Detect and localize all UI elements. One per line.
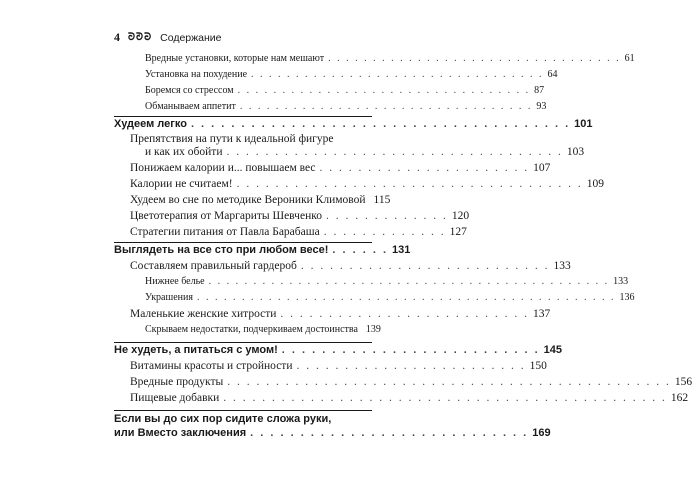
toc-entry-title: Калории не считаем!: [130, 178, 233, 190]
toc-entry: [145, 101, 547, 112]
toc-leader: . . . . . . . . . . . . . . . . . . . . . . . .: [296, 360, 526, 372]
toc-entry: [145, 276, 629, 287]
toc-entry-page: 61: [624, 53, 635, 64]
toc-entry: [145, 292, 635, 303]
toc-entry-page: 150: [529, 360, 547, 372]
toc-entry-title: Обманываем аппетит: [145, 101, 236, 112]
toc-entry-page: 156: [674, 376, 692, 388]
toc-section-page: 131: [392, 244, 411, 256]
toc-section-page: 145: [543, 344, 563, 356]
toc-section-page: 169: [532, 427, 551, 439]
toc-entry: [130, 210, 470, 222]
toc-entry-page: 137: [533, 308, 551, 320]
toc-entry-title: Составляем правильный гардероб: [130, 260, 297, 272]
toc-entry: [130, 376, 692, 388]
toc-entry-title: Боремся со стрессом: [145, 85, 234, 96]
toc-entry-title: Витамины красоты и стройности: [130, 360, 293, 372]
toc-leader: . . . . . . . . . . . . . . . . . . . . . . . . . . . . . . . . .: [328, 53, 621, 64]
toc-section: [114, 344, 563, 356]
toc-entry-page: 139: [365, 324, 381, 335]
toc-entry: [145, 324, 381, 335]
toc-entry-page: 64: [547, 69, 558, 80]
toc-leader: . . . . . . . . . . . . . . . . . . . . . . . . . .: [281, 344, 540, 356]
toc-leader: . . . . . . . . . . . . . . . . . . . . . . . . . . . . . . . . .: [251, 69, 544, 80]
toc-entry-title: Стратегии питания от Павла Барабаша: [130, 226, 320, 238]
toc-entry-title: Худеем во сне по методике Вероники Климовой: [130, 194, 366, 206]
toc-section: [114, 244, 411, 256]
toc-entry-page: 115: [373, 194, 391, 206]
toc-entry-page: 127: [449, 226, 467, 238]
toc-entry-page: 87: [534, 85, 545, 96]
toc-entry-title: Цветотерапия от Маргариты Шевченко: [130, 210, 322, 222]
toc-entry-page: 103: [566, 146, 585, 158]
toc-entry: [145, 53, 635, 64]
toc-leader: . . . . . . . . . . . . . . . . . . . . . . . . . . . . . . . . . . . . . .: [190, 118, 571, 130]
toc-section-page: 101: [574, 118, 593, 130]
toc-section-title-line1: Если вы до сих пор сидите сложа руки,: [114, 413, 332, 425]
ornament-icon: ᘐᘑᘒ: [128, 32, 153, 43]
toc-leader: . . . . . . . . . . . . . . . . . . . . . .: [319, 162, 530, 174]
toc-section-title-line2: или Вместо заключения: [114, 427, 247, 439]
toc-entry-line1: Препятствия на пути к идеальной фигуре: [130, 133, 334, 145]
toc-leader: . . . . . .: [332, 244, 389, 256]
toc-entry-title: Нижнее белье: [145, 276, 205, 287]
toc-entry: [130, 226, 467, 238]
toc-leader: . . . . . . . . . . . . . . . . . . . . . . . . . .: [300, 260, 550, 272]
toc-entry: [130, 260, 571, 272]
toc-section-title: Не худеть, а питаться с умом!: [114, 344, 278, 356]
toc-entry-title: Понижаем калории и... повышаем вес: [130, 162, 316, 174]
toc-entry-title: Украшения: [145, 292, 193, 303]
toc-leader: . . . . . . . . . . . . . . . . . . . . . . . . . . . . . . . . . . . . . . . . . . . . . .: [227, 376, 671, 388]
section-rule: [114, 342, 372, 343]
toc-entry-title: Вредные продукты: [130, 376, 224, 388]
toc-entry-page: 136: [619, 292, 635, 303]
toc-entry: [130, 162, 551, 174]
toc-section-title: Выглядеть на все сто при любом весе!: [114, 244, 329, 256]
toc-section-title: Худеем легко: [114, 118, 187, 130]
toc-entry: [130, 178, 604, 190]
toc-entry: [145, 146, 585, 158]
toc-entry-page: 109: [586, 178, 604, 190]
toc-entry: [130, 194, 391, 206]
toc-entry-title: и как их обойти: [145, 146, 223, 158]
toc-leader: . . . . . . . . . . . . . . . . . . . . . . . . . . . . . . . . .: [239, 101, 533, 112]
toc-entry: [130, 392, 689, 404]
toc-leader: . . . . . . . . . . . . .: [323, 226, 446, 238]
toc-entry-page: 93: [536, 101, 547, 112]
page-number: 4: [114, 30, 120, 44]
toc-leader: . . . . . . . . . . . . . . . . . . . . . . . . . . . . . . . . . . . . . . . . . . . . . . .: [196, 292, 616, 303]
toc-entry-page: 107: [533, 162, 551, 174]
toc-leader: . . . . . . . . . . . . .: [325, 210, 448, 222]
toc-section: [114, 118, 593, 130]
toc-leader: . . . . . . . . . . . . . . . . . . . . . . . . . . . . . . . . . . . . . . . . . . . . .: [208, 276, 610, 287]
toc-entry-page: 120: [451, 210, 470, 222]
toc-entry-page: 162: [670, 392, 689, 404]
toc-entry: [145, 85, 545, 96]
toc-leader: . . . . . . . . . . . . . . . . . . . . . . . . . .: [280, 308, 530, 320]
toc-entry-title: Вредные установки, которые нам мешают: [145, 53, 325, 64]
toc-entry-page: 133: [613, 276, 629, 287]
toc-leader: . . . . . . . . . . . . . . . . . . . . . . . . . . . . . . . . . . .: [226, 146, 563, 158]
toc-entry-page: 133: [553, 260, 571, 272]
running-title: Содержание: [160, 31, 222, 44]
toc-entry-title: Установка на похудение: [145, 69, 248, 80]
section-rule: [114, 410, 372, 411]
section-rule: [114, 242, 372, 243]
section-rule: [114, 116, 372, 117]
toc-entry: [130, 308, 551, 320]
toc-entry: [130, 360, 547, 372]
toc-entry-title: Скрываем недостатки, подчеркиваем достоинства: [145, 324, 358, 335]
toc-entry: [145, 69, 558, 80]
toc-leader: . . . . . . . . . . . . . . . . . . . . . . . . . . . . . . . . . . . . . . . . . . . . . .: [223, 392, 667, 404]
toc-leader: . . . . . . . . . . . . . . . . . . . . . . . . . . . .: [250, 427, 529, 439]
toc-entry-title: Маленькие женские хитрости: [130, 308, 277, 320]
toc-section: [114, 427, 551, 439]
toc-leader: . . . . . . . . . . . . . . . . . . . . . . . . . . . . . . . . . . . .: [236, 178, 583, 190]
toc-entry-title: Пищевые добавки: [130, 392, 220, 404]
toc-leader: . . . . . . . . . . . . . . . . . . . . . . . . . . . . . . . . .: [237, 85, 531, 96]
